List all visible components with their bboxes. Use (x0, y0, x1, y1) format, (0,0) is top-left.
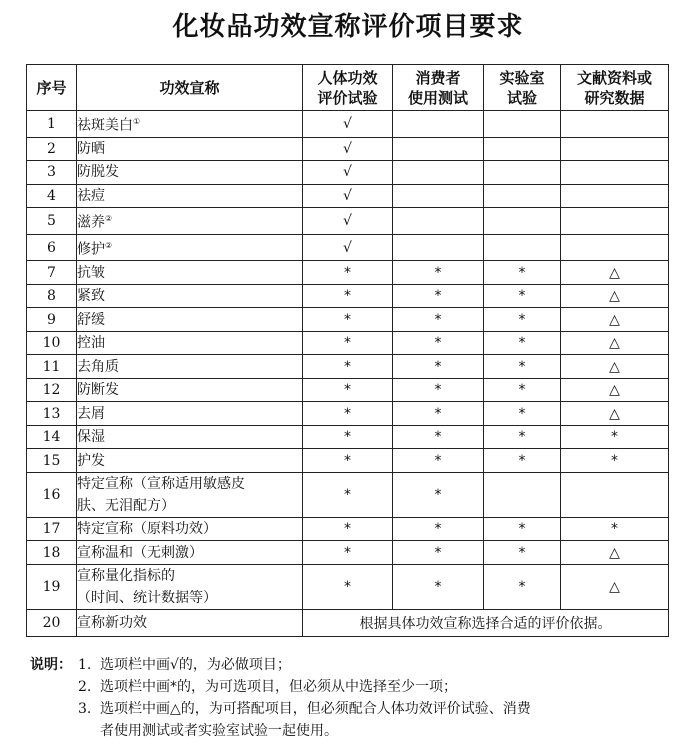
mark-lit: △ (561, 284, 669, 308)
mark-human: * (303, 378, 393, 402)
header-lab (484, 65, 561, 111)
mark-human: √ (303, 208, 393, 235)
table-header-row (27, 65, 669, 111)
note-number: 3. (78, 701, 92, 717)
claim-name: 宣称新功效 (77, 609, 303, 636)
mark-consumer: * (393, 449, 484, 473)
mark-lit: △ (561, 378, 669, 402)
mark-consumer (393, 137, 484, 161)
mark-consumer: * (393, 425, 484, 449)
footnote-marker: ② (105, 240, 113, 250)
header-literature (561, 65, 669, 111)
mark-lab: * (484, 425, 561, 449)
mark-consumer (393, 111, 484, 138)
mark-lab (484, 184, 561, 208)
mark-consumer: * (393, 261, 484, 285)
claim-name (77, 261, 303, 285)
table-row (27, 234, 669, 261)
row-number: 11 (27, 355, 77, 379)
claim-name-text: 抗皱 (77, 264, 105, 281)
claim-name (77, 425, 303, 449)
row-number: 13 (27, 402, 77, 426)
mark-human: * (303, 449, 393, 473)
row-number: 14 (27, 425, 77, 449)
header-human (303, 65, 393, 111)
notes (30, 654, 670, 742)
mark-lab (484, 234, 561, 261)
claim-name-text: 祛痘 (77, 187, 105, 204)
mark-lit: △ (561, 261, 669, 285)
row-number: 4 (27, 184, 77, 208)
table-row (27, 425, 669, 449)
mark-human: * (303, 425, 393, 449)
row-number: 3 (27, 161, 77, 185)
claims-table (26, 64, 669, 637)
table-row (27, 355, 669, 379)
note-item-2 (30, 676, 670, 698)
table-row (27, 284, 669, 308)
table-row (27, 161, 669, 185)
table-row (27, 564, 669, 609)
header-human-line1: 人体功效 (317, 68, 378, 87)
mark-consumer: * (393, 308, 484, 332)
claim-name-text: 宣称量化指标的 (77, 567, 175, 584)
footnote-marker: ② (105, 214, 113, 224)
mark-consumer: * (393, 331, 484, 355)
mark-human: * (303, 517, 393, 541)
claim-name (77, 378, 303, 402)
mark-lab: * (484, 355, 561, 379)
row-number: 15 (27, 449, 77, 473)
mark-lit (561, 472, 669, 517)
note-number: 2. (78, 679, 92, 695)
claim-name (77, 564, 303, 609)
mark-lab: * (484, 308, 561, 332)
claim-name (77, 161, 303, 185)
claim-name (77, 517, 303, 541)
claim-name (77, 137, 303, 161)
header-human-line2: 评价试验 (317, 88, 378, 107)
mark-lab: * (484, 541, 561, 565)
mark-lab (484, 472, 561, 517)
row-number: 20 (27, 609, 77, 636)
mark-lab: * (484, 284, 561, 308)
mark-lit: △ (561, 402, 669, 426)
mark-human: √ (303, 111, 393, 138)
row-number: 8 (27, 284, 77, 308)
table-row (27, 137, 669, 161)
mark-consumer: * (393, 517, 484, 541)
mark-lit (561, 184, 669, 208)
table-row (27, 472, 669, 517)
row-number: 12 (27, 378, 77, 402)
mark-lab (484, 161, 561, 185)
mark-consumer: * (393, 564, 484, 609)
mark-consumer: * (393, 402, 484, 426)
mark-lab (484, 111, 561, 138)
mark-human: * (303, 541, 393, 565)
row-number: 18 (27, 541, 77, 565)
claim-name-text-line2: 肤、无泪配方） (77, 497, 175, 514)
claim-name-text: 防脱发 (77, 164, 119, 181)
table-row (27, 308, 669, 332)
mark-lab: * (484, 378, 561, 402)
table-row (27, 378, 669, 402)
note-text: 选项栏中画△的，为可搭配项目，但必须配合人体功效评价试验、消费 (100, 701, 531, 717)
evaluation-note: 根据具体功效宣称选择合适的评价依据。 (303, 609, 669, 636)
table-row (27, 449, 669, 473)
header-lab-line1: 实验室 (499, 68, 545, 87)
mark-lit (561, 111, 669, 138)
header-lit-line1: 文献资料或 (576, 68, 652, 87)
table-row (27, 331, 669, 355)
mark-consumer: * (393, 284, 484, 308)
claim-name (77, 541, 303, 565)
mark-human: √ (303, 161, 393, 185)
mark-lit: △ (561, 355, 669, 379)
header-consumer (393, 65, 484, 111)
mark-lit: △ (561, 331, 669, 355)
note-item-1 (30, 654, 670, 676)
table-row (27, 208, 669, 235)
row-number: 10 (27, 331, 77, 355)
claim-name-text: 宣称温和（无刺激） (77, 544, 203, 561)
row-number: 16 (27, 472, 77, 517)
mark-lit: * (561, 449, 669, 473)
header-seq: 序号 (27, 65, 77, 111)
row-number: 6 (27, 234, 77, 261)
note-text: 选项栏中画√的，为必做项目； (100, 657, 291, 673)
claim-name (77, 472, 303, 517)
mark-lit (561, 137, 669, 161)
claim-name (77, 331, 303, 355)
claim-name-text: 紧致 (77, 288, 105, 305)
header-lab-line2: 试验 (506, 88, 537, 107)
header-lit-line2: 研究数据 (584, 88, 645, 107)
mark-human: * (303, 402, 393, 426)
mark-human: √ (303, 234, 393, 261)
row-number: 19 (27, 564, 77, 609)
claim-name (77, 284, 303, 308)
claim-name-text: 特定宣称（原料功效） (77, 521, 217, 538)
mark-human: * (303, 564, 393, 609)
notes-lead: 说明： (30, 657, 72, 673)
mark-lit: △ (561, 308, 669, 332)
mark-consumer (393, 208, 484, 235)
note-item-3 (30, 698, 670, 720)
mark-consumer: * (393, 355, 484, 379)
table-row (27, 541, 669, 565)
claim-name (77, 234, 303, 261)
claim-name-text: 控油 (77, 335, 105, 352)
mark-consumer: * (393, 541, 484, 565)
claim-name-text: 防晒 (77, 140, 105, 157)
claim-name (77, 184, 303, 208)
claim-name (77, 449, 303, 473)
note-number: 1. (78, 657, 92, 673)
mark-human: √ (303, 137, 393, 161)
mark-human: * (303, 261, 393, 285)
header-claim: 功效宣称 (77, 65, 303, 111)
table-row (27, 111, 669, 138)
claim-name-text: 修护 (77, 241, 105, 258)
mark-consumer: * (393, 378, 484, 402)
row-number: 1 (27, 111, 77, 138)
claim-name-text-line2: （时间、统计数据等） (77, 589, 217, 606)
note-text: 选项栏中画*的，为可选项目，但必须从中选择至少一项； (100, 679, 457, 695)
note-continuation: 者使用测试或者实验室试验一起使用。 (100, 723, 338, 739)
page-title: 化妆品功效宣称评价项目要求 (172, 12, 524, 42)
mark-human: √ (303, 184, 393, 208)
mark-lab (484, 137, 561, 161)
table-row (27, 184, 669, 208)
claim-name-text: 特定宣称（宣称适用敏感皮 (77, 475, 245, 492)
mark-human: * (303, 331, 393, 355)
row-number: 9 (27, 308, 77, 332)
table-row (27, 609, 669, 636)
claim-name-text: 护发 (77, 452, 105, 469)
claim-name (77, 355, 303, 379)
mark-lab: * (484, 261, 561, 285)
row-number: 5 (27, 208, 77, 235)
mark-human: * (303, 284, 393, 308)
header-consumer-line1: 消费者 (415, 68, 461, 87)
mark-consumer (393, 161, 484, 185)
table-row (27, 517, 669, 541)
header-consumer-line2: 使用测试 (407, 88, 468, 107)
row-number: 17 (27, 517, 77, 541)
mark-lab: * (484, 564, 561, 609)
claim-name-text: 去角质 (77, 358, 119, 375)
claim-name (77, 208, 303, 235)
mark-lit (561, 234, 669, 261)
mark-lab: * (484, 402, 561, 426)
mark-lab (484, 208, 561, 235)
claim-name-text: 滋养 (77, 214, 105, 231)
table-row (27, 402, 669, 426)
mark-human: * (303, 308, 393, 332)
row-number: 7 (27, 261, 77, 285)
mark-human: * (303, 472, 393, 517)
claim-name (77, 402, 303, 426)
mark-lab: * (484, 449, 561, 473)
claim-name-text: 防断发 (77, 382, 119, 399)
claim-name (77, 111, 303, 138)
mark-consumer: * (393, 472, 484, 517)
mark-lab: * (484, 517, 561, 541)
footnote-marker: ① (133, 117, 141, 126)
table-row (27, 261, 669, 285)
mark-lit (561, 208, 669, 235)
mark-lit (561, 161, 669, 185)
mark-consumer (393, 184, 484, 208)
mark-lit: △ (561, 564, 669, 609)
claim-name-text: 舒缓 (77, 311, 105, 328)
claim-name-text: 去屑 (77, 405, 105, 422)
mark-lit: * (561, 517, 669, 541)
row-number: 2 (27, 137, 77, 161)
claim-name-text: 保湿 (77, 429, 105, 446)
mark-lit: * (561, 425, 669, 449)
mark-lab: * (484, 331, 561, 355)
claim-name-text: 祛斑美白 (77, 117, 133, 134)
mark-human: * (303, 355, 393, 379)
mark-consumer (393, 234, 484, 261)
mark-lit: △ (561, 541, 669, 565)
claim-name (77, 308, 303, 332)
